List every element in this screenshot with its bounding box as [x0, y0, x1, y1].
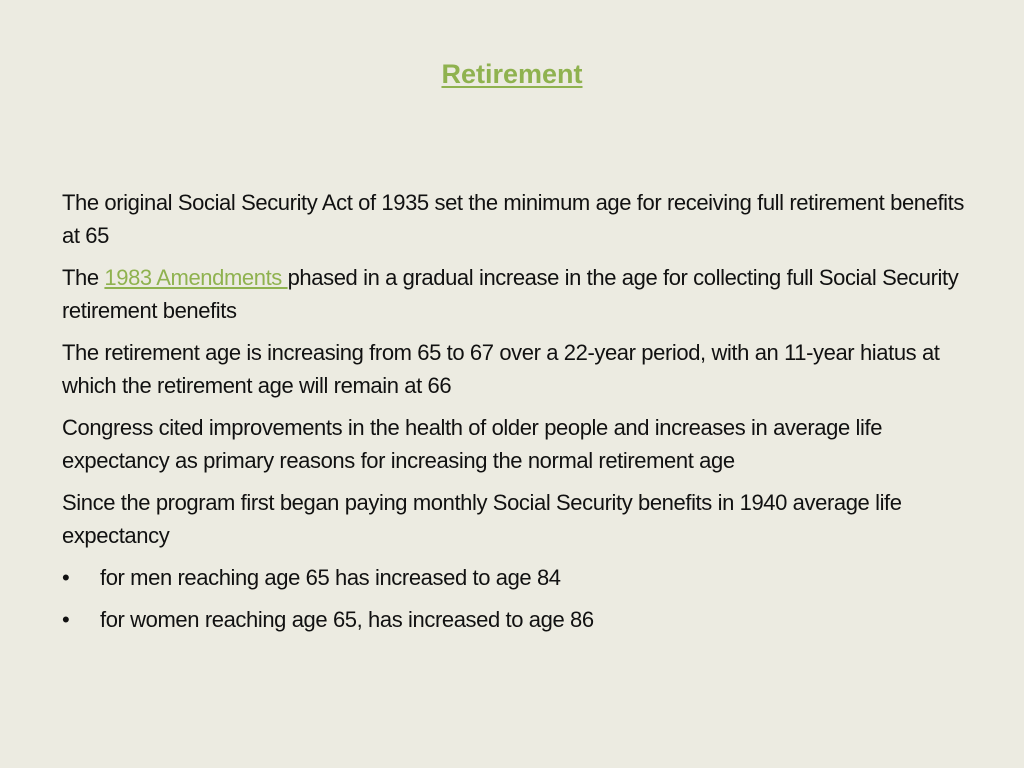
- paragraph-congress: Congress cited improvements in the health of older people and increases in average life expectancy as primary reasons for increasing the normal retirement age: [62, 415, 883, 473]
- amendments-link[interactable]: 1983 Amendments: [104, 265, 288, 290]
- paragraph-original-act: The original Social Security Act of 1935 set the minimum age for receiving full retirement benefits at 65: [62, 190, 964, 248]
- slide-body: [62, 186, 972, 645]
- title-link[interactable]: Retirement: [441, 59, 583, 89]
- bullet-icon: •: [62, 565, 70, 590]
- bullet-text: for women reaching age 65, has increased to age 86: [100, 607, 594, 632]
- paragraph-text-after-link: phased in a gradual increase in the age for collecting full Social Security retirement benefits: [62, 265, 959, 323]
- bullet-item-men: [62, 561, 972, 594]
- paragraph-retirement-age: The retirement age is increasing from 65 to 67 over a 22-year period, with an 11-year hiatus at which the retirement age will remain at 66: [62, 340, 940, 398]
- bullet-icon: •: [62, 607, 70, 632]
- paragraph-1983-amendments: [62, 261, 972, 327]
- bullet-item-women: [62, 603, 972, 636]
- paragraph-life-expectancy: Since the program first began paying monthly Social Security benefits in 1940 average life expectancy: [62, 490, 902, 548]
- paragraph-text-before-link: The: [62, 265, 105, 290]
- bullet-text: for men reaching age 65 has increased to age 84: [100, 565, 561, 590]
- slide-title: [0, 56, 1024, 92]
